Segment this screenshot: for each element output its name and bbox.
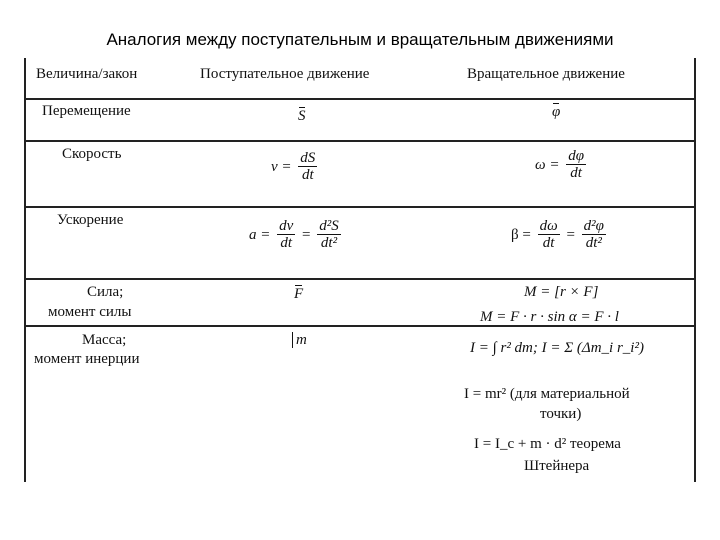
acceleration-fraction-2 bbox=[317, 218, 341, 251]
force-symbol: F bbox=[294, 286, 304, 302]
slide-title: Аналогия между поступательным и вращательным движениями bbox=[106, 30, 614, 49]
row-acceleration-rotational bbox=[511, 218, 609, 251]
row-divider bbox=[24, 325, 696, 327]
acceleration-lhs: a = bbox=[249, 226, 271, 243]
angular-acceleration-fraction-1 bbox=[538, 218, 560, 251]
row-inertia-rotational-line3: точки) bbox=[540, 406, 582, 422]
table-left-border bbox=[24, 58, 26, 482]
equals-sign: = bbox=[566, 226, 575, 243]
angular-acceleration-num-1: dω bbox=[539, 218, 558, 234]
acceleration-fraction-1 bbox=[277, 218, 295, 251]
header-rotational: Вращательное движение bbox=[467, 66, 625, 82]
angular-acceleration-fraction-2 bbox=[582, 218, 606, 251]
angular-acceleration-num-2: d²φ bbox=[583, 218, 604, 234]
row-mass-name-line1: Масса; bbox=[82, 332, 127, 348]
row-velocity-rotational bbox=[535, 148, 589, 181]
row-velocity-translational bbox=[271, 150, 320, 183]
row-mass-name-line2: момент инерции bbox=[34, 351, 140, 367]
velocity-num: dS bbox=[300, 150, 316, 166]
row-displacement-translational bbox=[298, 108, 306, 124]
row-inertia-rotational-line5: Штейнера bbox=[524, 458, 590, 474]
angular-velocity-lhs: ω = bbox=[535, 156, 560, 173]
row-inertia-rotational-line1: I = ∫ r² dm; I = Σ (Δm_i r_i²) bbox=[470, 340, 644, 356]
velocity-fraction bbox=[298, 150, 317, 183]
acceleration-num-2: d²S bbox=[319, 218, 339, 234]
acceleration-num-1: dv bbox=[279, 218, 294, 234]
row-displacement-rotational bbox=[552, 104, 560, 120]
row-displacement-name: Перемещение bbox=[42, 103, 131, 119]
row-force-translational bbox=[294, 286, 303, 302]
row-mass-translational: m bbox=[292, 332, 307, 348]
row-divider bbox=[24, 206, 696, 208]
angular-velocity-num: dφ bbox=[568, 148, 585, 164]
table-right-border bbox=[694, 58, 696, 482]
angular-velocity-den: dt bbox=[570, 165, 582, 181]
velocity-lhs: v = bbox=[271, 158, 292, 175]
angular-acceleration-den-2: dt² bbox=[585, 235, 602, 251]
analogy-table bbox=[24, 58, 696, 482]
angular-acceleration-lhs: β = bbox=[511, 226, 531, 243]
displacement-symbol: S bbox=[298, 108, 306, 124]
header-quantity: Величина/закон bbox=[36, 66, 138, 82]
row-velocity-name: Скорость bbox=[62, 146, 122, 162]
row-torque-rotational-line2: M = F · r · sin α = F · l bbox=[480, 309, 619, 325]
row-divider bbox=[24, 278, 696, 280]
row-acceleration-name: Ускорение bbox=[57, 212, 124, 228]
row-acceleration-translational bbox=[249, 218, 344, 251]
row-force-name-line1: Сила; bbox=[87, 284, 124, 300]
acceleration-den-1: dt bbox=[280, 235, 293, 251]
velocity-den: dt bbox=[301, 167, 314, 183]
row-force-name-line2: момент силы bbox=[48, 304, 132, 320]
row-inertia-rotational-line4: I = I_c + m · d² теорема bbox=[474, 436, 621, 452]
angular-velocity-fraction bbox=[566, 148, 586, 181]
row-inertia-rotational-line2: I = mr² (для материальной bbox=[464, 386, 630, 402]
row-torque-rotational-line1: M = [r × F] bbox=[524, 284, 599, 300]
acceleration-den-2: dt² bbox=[320, 235, 338, 251]
header-translational: Поступательное движение bbox=[200, 66, 370, 82]
angular-acceleration-den-1: dt bbox=[542, 235, 555, 251]
angle-symbol: φ bbox=[552, 104, 561, 120]
row-divider bbox=[24, 140, 696, 142]
equals-sign: = bbox=[302, 226, 311, 243]
row-divider bbox=[24, 98, 696, 100]
